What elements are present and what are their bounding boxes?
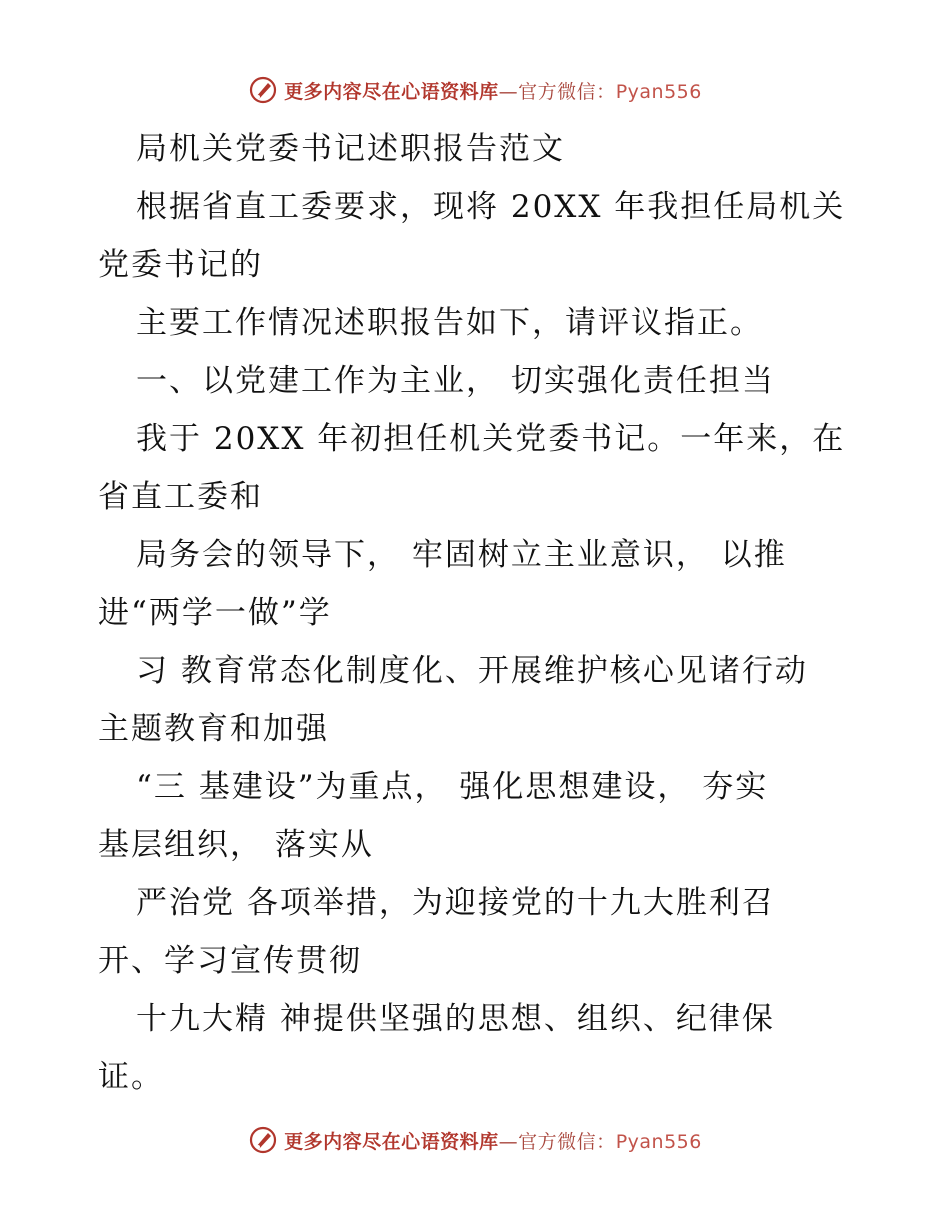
doc-line: 我于 20XX 年初担任机关党委书记。一年来，在	[136, 421, 846, 457]
doc-line: 十九大精 神提供坚强的思想、组织、纪律保	[136, 1001, 775, 1037]
watermark-wechat-id: Pyan556	[615, 80, 702, 103]
doc-line: 证。	[98, 1059, 164, 1095]
watermark-brand: 更多内容尽在心语资料库	[284, 80, 499, 103]
doc-line: 习 教育常态化制度化、开展维护核心见诸行动	[136, 653, 808, 689]
watermark-text	[284, 1127, 702, 1154]
doc-line: 进“两学一做”学	[98, 595, 332, 631]
watermark-wechat-label: —官方微信：	[498, 1130, 616, 1153]
watermark-wechat-label: —官方微信：	[498, 80, 616, 103]
doc-line: 严治党 各项举措，为迎接党的十九大胜利召	[136, 885, 775, 921]
doc-line: 省直工委和	[98, 479, 263, 515]
watermark-wechat-id: Pyan556	[615, 1130, 702, 1153]
doc-title: 局机关党委书记述职报告范文	[136, 131, 565, 167]
doc-line: 基层组织， 落实从	[98, 827, 374, 863]
watermark-text	[284, 77, 702, 104]
document-body	[98, 120, 858, 1106]
section-heading: 一、以党建工作为主业， 切实强化责任担当	[136, 363, 775, 399]
doc-line: 局务会的领导下， 牢固树立主业意识， 以推	[136, 537, 787, 573]
doc-line: 党委书记的	[98, 247, 263, 283]
doc-line: 主题教育和加强	[98, 711, 329, 747]
doc-line: 根据省直工委要求，现将 20XX 年我担任局机关	[136, 189, 846, 225]
watermark-header	[0, 70, 950, 110]
watermark-brand: 更多内容尽在心语资料库	[284, 1130, 499, 1153]
pen-logo-icon	[248, 75, 278, 105]
watermark-footer	[0, 1120, 950, 1160]
pen-logo-icon	[248, 1125, 278, 1155]
doc-line: 开、学习宣传贯彻	[98, 943, 362, 979]
doc-line: 主要工作情况述职报告如下，请评议指正。	[136, 305, 763, 341]
doc-line: “三 基建设”为重点， 强化思想建设， 夯实	[136, 769, 769, 805]
